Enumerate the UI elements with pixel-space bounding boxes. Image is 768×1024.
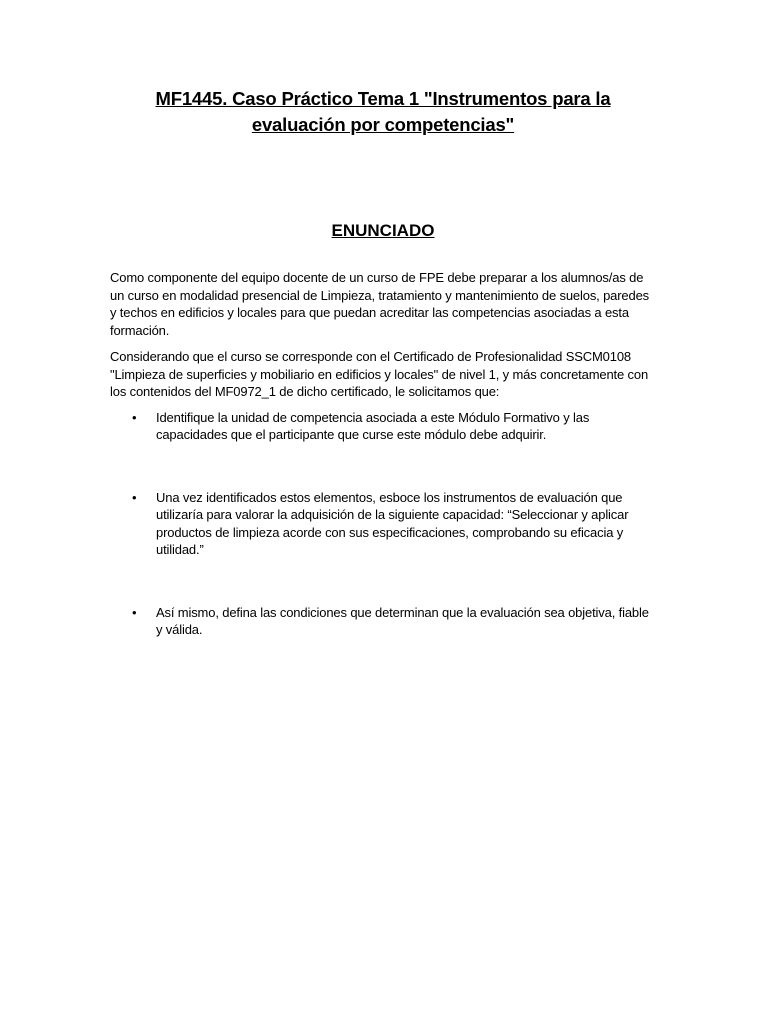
- bullet-icon: •: [132, 409, 137, 425]
- context-paragraph: Considerando que el curso se corresponde con el Certificado de Profesionalidad SSCM0108 "Limpieza de superficies y mobiliario en edificios y locales" de nivel 1, y más concretamente con los contenidos del MF0972_1 de dicho certificado, le solicitamos que:: [110, 349, 649, 399]
- bullet-icon: •: [132, 489, 137, 505]
- intro-paragraph: Como componente del equipo docente de un curso de FPE debe preparar a los alumnos/as de un curso en modalidad presencial de Limpieza, tratamiento y mantenimiento de suelos, paredes y techos en edificios y locales para que puedan acreditar las competencias asociadas a esta formación.: [110, 270, 650, 338]
- section-heading: ENUNCIADO: [331, 221, 435, 240]
- list-item-text: Así mismo, defina las condiciones que determinan que la evaluación sea objetiva, fiable y válida.: [156, 604, 649, 637]
- bullet-icon: •: [132, 604, 137, 620]
- list-item: [110, 604, 656, 639]
- list-item-text: Una vez identificados estos elementos, esboce los instrumentos de evaluación que utilizaría para valorar la adquisición de la siguiente capacidad: “Seleccionar y aplicar productos de limpieza acorde con sus especificaciones, comprobando su eficacia y utilidad.”: [156, 489, 629, 557]
- list-item-text: Identifique la unidad de competencia asociada a este Módulo Formativo y las capacidades que el participante que curse este módulo debe adquirir.: [156, 409, 590, 442]
- document-title: MF1445. Caso Práctico Tema 1 "Instrumentos para la evaluación por competencias": [155, 88, 611, 135]
- task-list: [110, 409, 656, 639]
- list-item: [110, 409, 656, 444]
- list-item: [110, 489, 656, 559]
